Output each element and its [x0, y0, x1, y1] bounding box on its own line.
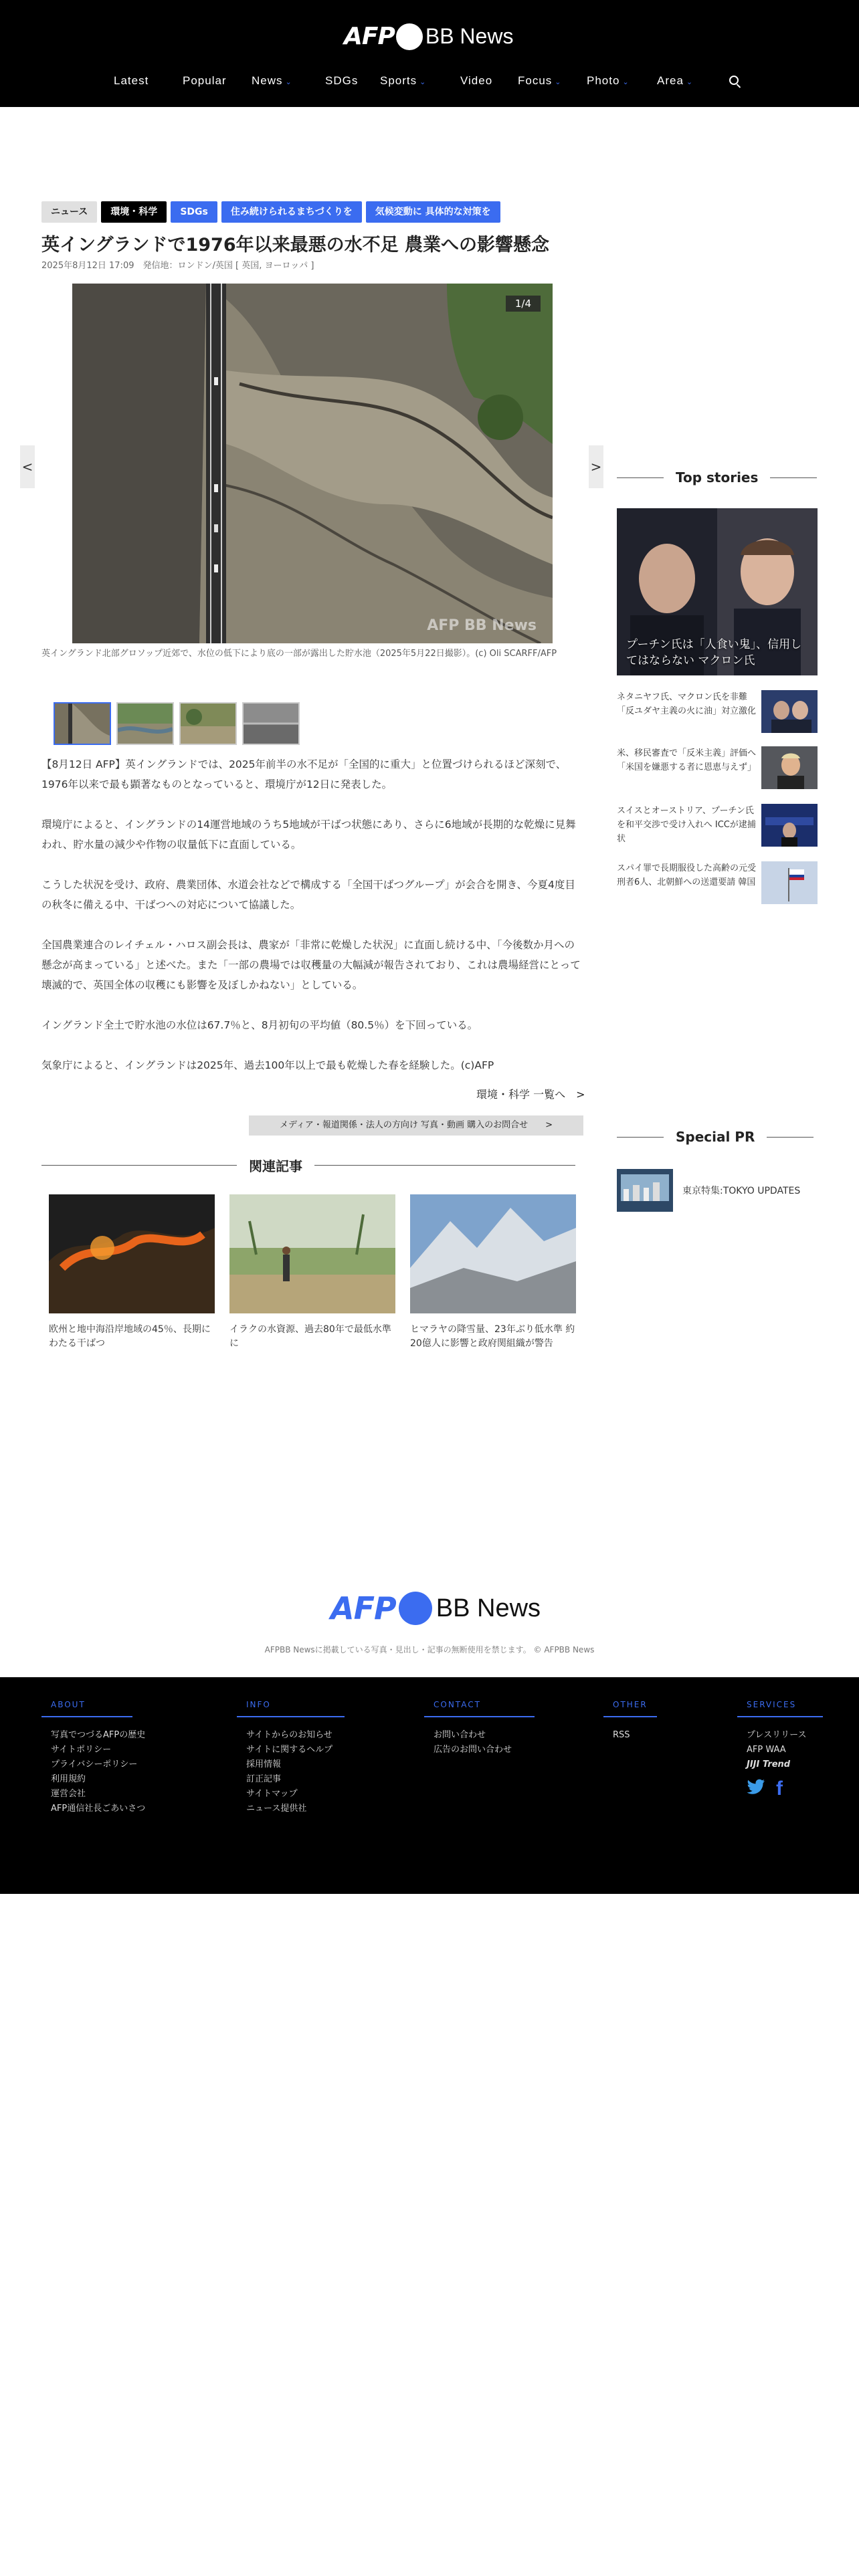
related-caption: イラクの水資源、過去80年で最低水準に: [229, 1324, 391, 1349]
footer-link[interactable]: プレスリリース: [747, 1730, 807, 1740]
nav-sdgs[interactable]: SDGs: [325, 74, 359, 87]
search-icon[interactable]: [729, 76, 739, 85]
footer-link[interactable]: RSS: [613, 1730, 630, 1740]
logo-afp-text: AFP: [344, 23, 395, 50]
footer-heading: INFO: [237, 1700, 345, 1717]
article-paragraph: 全国農業連合のレイチェル・ハロス副会長は、農家が「非常に乾燥した状況」に直面し続ける中、「今後数か月への懸念が高まっている」と述べた。また「一部の農場では収穫量の大幅減が報告されており、これは農場経営にとって壊滅的で、英国全体の収穫にも影響を及ぼしかねない」としている。: [41, 939, 581, 991]
article-paragraph: 環境庁によると、イングランドの14運営地域のうち5地域が干ばつ状態にあり、さらに6地域が長期的な乾燥に見舞われ、貯水量の減少や作物の収量低下に直面している。: [41, 819, 576, 851]
footer-col-services: [737, 1697, 823, 1799]
nav-photo[interactable]: Photo ⌄: [587, 74, 630, 87]
top-story-thumb: [761, 804, 818, 847]
footer-col-about: [41, 1697, 145, 1816]
chevron-down-icon: ⌄: [285, 78, 292, 86]
related-article[interactable]: [49, 1194, 215, 1351]
photo-next-button[interactable]: >: [589, 445, 603, 488]
reservoir-aerial-image: [72, 284, 553, 643]
top-story-thumb: [761, 690, 818, 733]
article-meta: 2025年8月12日 17:09 発信地：ロンドン/英国 [ 英国, ヨーロッパ ]: [41, 261, 314, 271]
photo-watermark: AFP BB News: [427, 617, 537, 634]
thumbnail-2[interactable]: [116, 702, 174, 745]
top-story-text: スイスとオーストリア、プーチン氏を和平交渉で受け入れへ ICCが逮捕状: [617, 806, 756, 844]
footer-link[interactable]: プライバシーポリシー: [51, 1759, 138, 1769]
footer-link[interactable]: ニュース提供社: [246, 1804, 307, 1814]
footer-col-info: [237, 1697, 345, 1816]
bottom-logo-bb: BB News: [436, 1594, 541, 1622]
main-photo[interactable]: [72, 284, 553, 643]
tag-climate-action[interactable]: 気候変動に 具体的な対策を: [366, 201, 500, 223]
related-article[interactable]: [229, 1194, 395, 1351]
chevron-down-icon: ⌄: [686, 78, 694, 86]
footer-heading: OTHER: [603, 1700, 657, 1717]
thumbnail-4[interactable]: [242, 702, 300, 745]
top-story-item[interactable]: [617, 861, 818, 907]
nav-area[interactable]: Area ⌄: [657, 74, 694, 87]
top-story-item[interactable]: [617, 804, 818, 849]
footer-link[interactable]: 訂正記事: [246, 1774, 282, 1784]
logo-bb-text: BB News: [425, 24, 514, 48]
article-tags: [41, 201, 500, 223]
bottom-logo-dot-icon: [399, 1592, 432, 1625]
footer-link[interactable]: サイトからのお知らせ: [246, 1730, 332, 1740]
top-story-item[interactable]: [617, 746, 818, 792]
footer-col-contact: [424, 1697, 535, 1757]
logo-dot-icon: [396, 23, 423, 50]
twitter-icon[interactable]: [747, 1779, 765, 1795]
site-footer: [0, 1677, 859, 1894]
bottom-logo-afp: AFP: [330, 1590, 396, 1626]
category-list-link[interactable]: 環境・科学 一覧へ >: [476, 1088, 585, 1101]
footer-heading: ABOUT: [41, 1700, 132, 1717]
nav-popular[interactable]: Popular: [183, 74, 227, 87]
photo-caption: 英イングランド北部グロソップ近郊で、水位の低下により底の一部が露出した貯水池（2025年5月22日撮影）。(c) Oli SCARFF/AFP: [41, 649, 557, 659]
photo-counter: 1/4: [506, 296, 541, 312]
article-body: [41, 754, 585, 1095]
bottom-logo[interactable]: [330, 1590, 541, 1626]
footer-link[interactable]: 運営会社: [51, 1789, 86, 1799]
main-nav: [100, 71, 759, 91]
related-caption: 欧州と地中海沿岸地域の45％、長期にわたる干ばつ: [49, 1324, 211, 1349]
related-image: [49, 1194, 215, 1313]
top-story-thumb: [761, 746, 818, 789]
footer-link[interactable]: AFP WAA: [747, 1745, 786, 1755]
special-pr-text: 東京特集:TOKYO UPDATES: [682, 1186, 801, 1196]
site-logo[interactable]: [344, 23, 513, 50]
chevron-down-icon: ⌄: [419, 78, 427, 86]
footer-link[interactable]: サイトに関するヘルプ: [246, 1745, 333, 1755]
tag-news[interactable]: ニュース: [41, 201, 97, 223]
related-image: [410, 1194, 576, 1313]
top-story-text: スパイ罪で長期服役した高齢の元受刑者6人、北朝鮮への送還要請 韓国: [617, 863, 757, 887]
jiji-trend-link[interactable]: JIJI Trend: [747, 1759, 791, 1769]
footer-link[interactable]: お問い合わせ: [434, 1730, 486, 1740]
related-heading: 関連記事: [41, 1156, 583, 1175]
site-header: [0, 0, 859, 107]
top-story-text: 米、移民審査で「反米主義」評価へ「米国を嫌悪する者に恩恵与えず」: [617, 748, 757, 772]
nav-sports[interactable]: Sports ⌄: [380, 74, 427, 87]
social-links: [737, 1779, 823, 1799]
tag-sdgs[interactable]: SDGs: [171, 201, 217, 223]
footer-heading: CONTACT: [424, 1700, 535, 1717]
article-paragraph: イングランド全土で貯水池の水位は67.7％と、8月初旬の平均値（80.5％）を下回っている。: [41, 1019, 478, 1031]
article-paragraph: 気象庁によると、イングランドは2025年、過去100年以上で最も乾燥した春を経験した。(c)AFP: [41, 1059, 494, 1071]
related-image: [229, 1194, 395, 1313]
photo-prev-button[interactable]: <: [20, 445, 35, 488]
tag-sustainable-cities[interactable]: 住み続けられるまちづくりを: [221, 201, 362, 223]
footer-heading: SERVICES: [737, 1700, 823, 1717]
thumbnail-3[interactable]: [179, 702, 237, 745]
footer-link[interactable]: 写真でつづるAFPの歴史: [51, 1730, 146, 1740]
nav-latest[interactable]: Latest: [114, 74, 149, 87]
nav-news[interactable]: News ⌄: [252, 74, 292, 87]
thumbnail-1[interactable]: [54, 702, 111, 745]
special-pr-heading: Special PR: [617, 1129, 818, 1145]
footer-link[interactable]: AFP通信社長ごあいさつ: [51, 1804, 146, 1814]
nav-video[interactable]: Video: [460, 74, 493, 87]
top-story-item[interactable]: [617, 690, 818, 736]
media-inquiry-button[interactable]: メディア・報道関係・法人の方向け 写真・動画 購入のお問合せ >: [249, 1115, 583, 1136]
special-pr-item[interactable]: [617, 1169, 818, 1213]
article-title: 英イングランドで1976年以来最悪の水不足 農業への影響懸念: [41, 235, 550, 255]
related-caption: ヒマラヤの降雪量、23年ぶり低水準 約20億人に影響と政府関組織が警告: [410, 1324, 575, 1349]
photo-thumbnails: [54, 702, 300, 745]
chevron-down-icon: ⌄: [622, 78, 630, 86]
top-stories-heading: Top stories: [617, 469, 818, 486]
copyright-notice: AFPBB Newsに掲載している写真・見出し・記事の無断使用を禁じます。 © AFPBB News: [264, 1645, 595, 1654]
footer-link[interactable]: サイトマップ: [246, 1789, 298, 1799]
footer-link[interactable]: 利用規約: [51, 1774, 86, 1784]
article-paragraph: 【8月12日 AFP】英イングランドでは、2025年前半の水不足が「全国的に重大」と位置づけられるほど深刻で、1976年以来で最も顕著なものとなっていると、環境庁が12日に発表した。: [41, 758, 567, 790]
tag-environment-science[interactable]: 環境・科学: [101, 201, 167, 223]
top-story-text: ネタニヤフ氏、マクロン氏を非難「反ユダヤ主義の火に油」対立激化: [617, 692, 757, 716]
top-story-caption: プーチン氏は「人食い鬼」、信用してはならない マクロン氏: [626, 638, 802, 667]
top-story-main[interactable]: [617, 508, 818, 675]
facebook-icon[interactable]: f: [776, 1778, 783, 1800]
footer-link[interactable]: サイトポリシー: [51, 1745, 112, 1755]
nav-focus[interactable]: Focus ⌄: [518, 74, 562, 87]
chevron-down-icon: ⌄: [555, 78, 562, 86]
footer-link[interactable]: 採用情報: [246, 1759, 282, 1769]
top-story-thumb: [761, 861, 818, 904]
article-paragraph: こうした状況を受け、政府、農業団体、水道会社などで構成する「全国干ばつグループ」が会合を開き、今夏4度目の秋冬に備える中、干ばつへの対応について協議した。: [41, 879, 575, 911]
special-pr-thumb: [617, 1169, 673, 1212]
related-article[interactable]: [410, 1194, 576, 1351]
footer-link[interactable]: 広告のお問い合わせ: [434, 1745, 512, 1755]
footer-col-other: [603, 1697, 657, 1743]
